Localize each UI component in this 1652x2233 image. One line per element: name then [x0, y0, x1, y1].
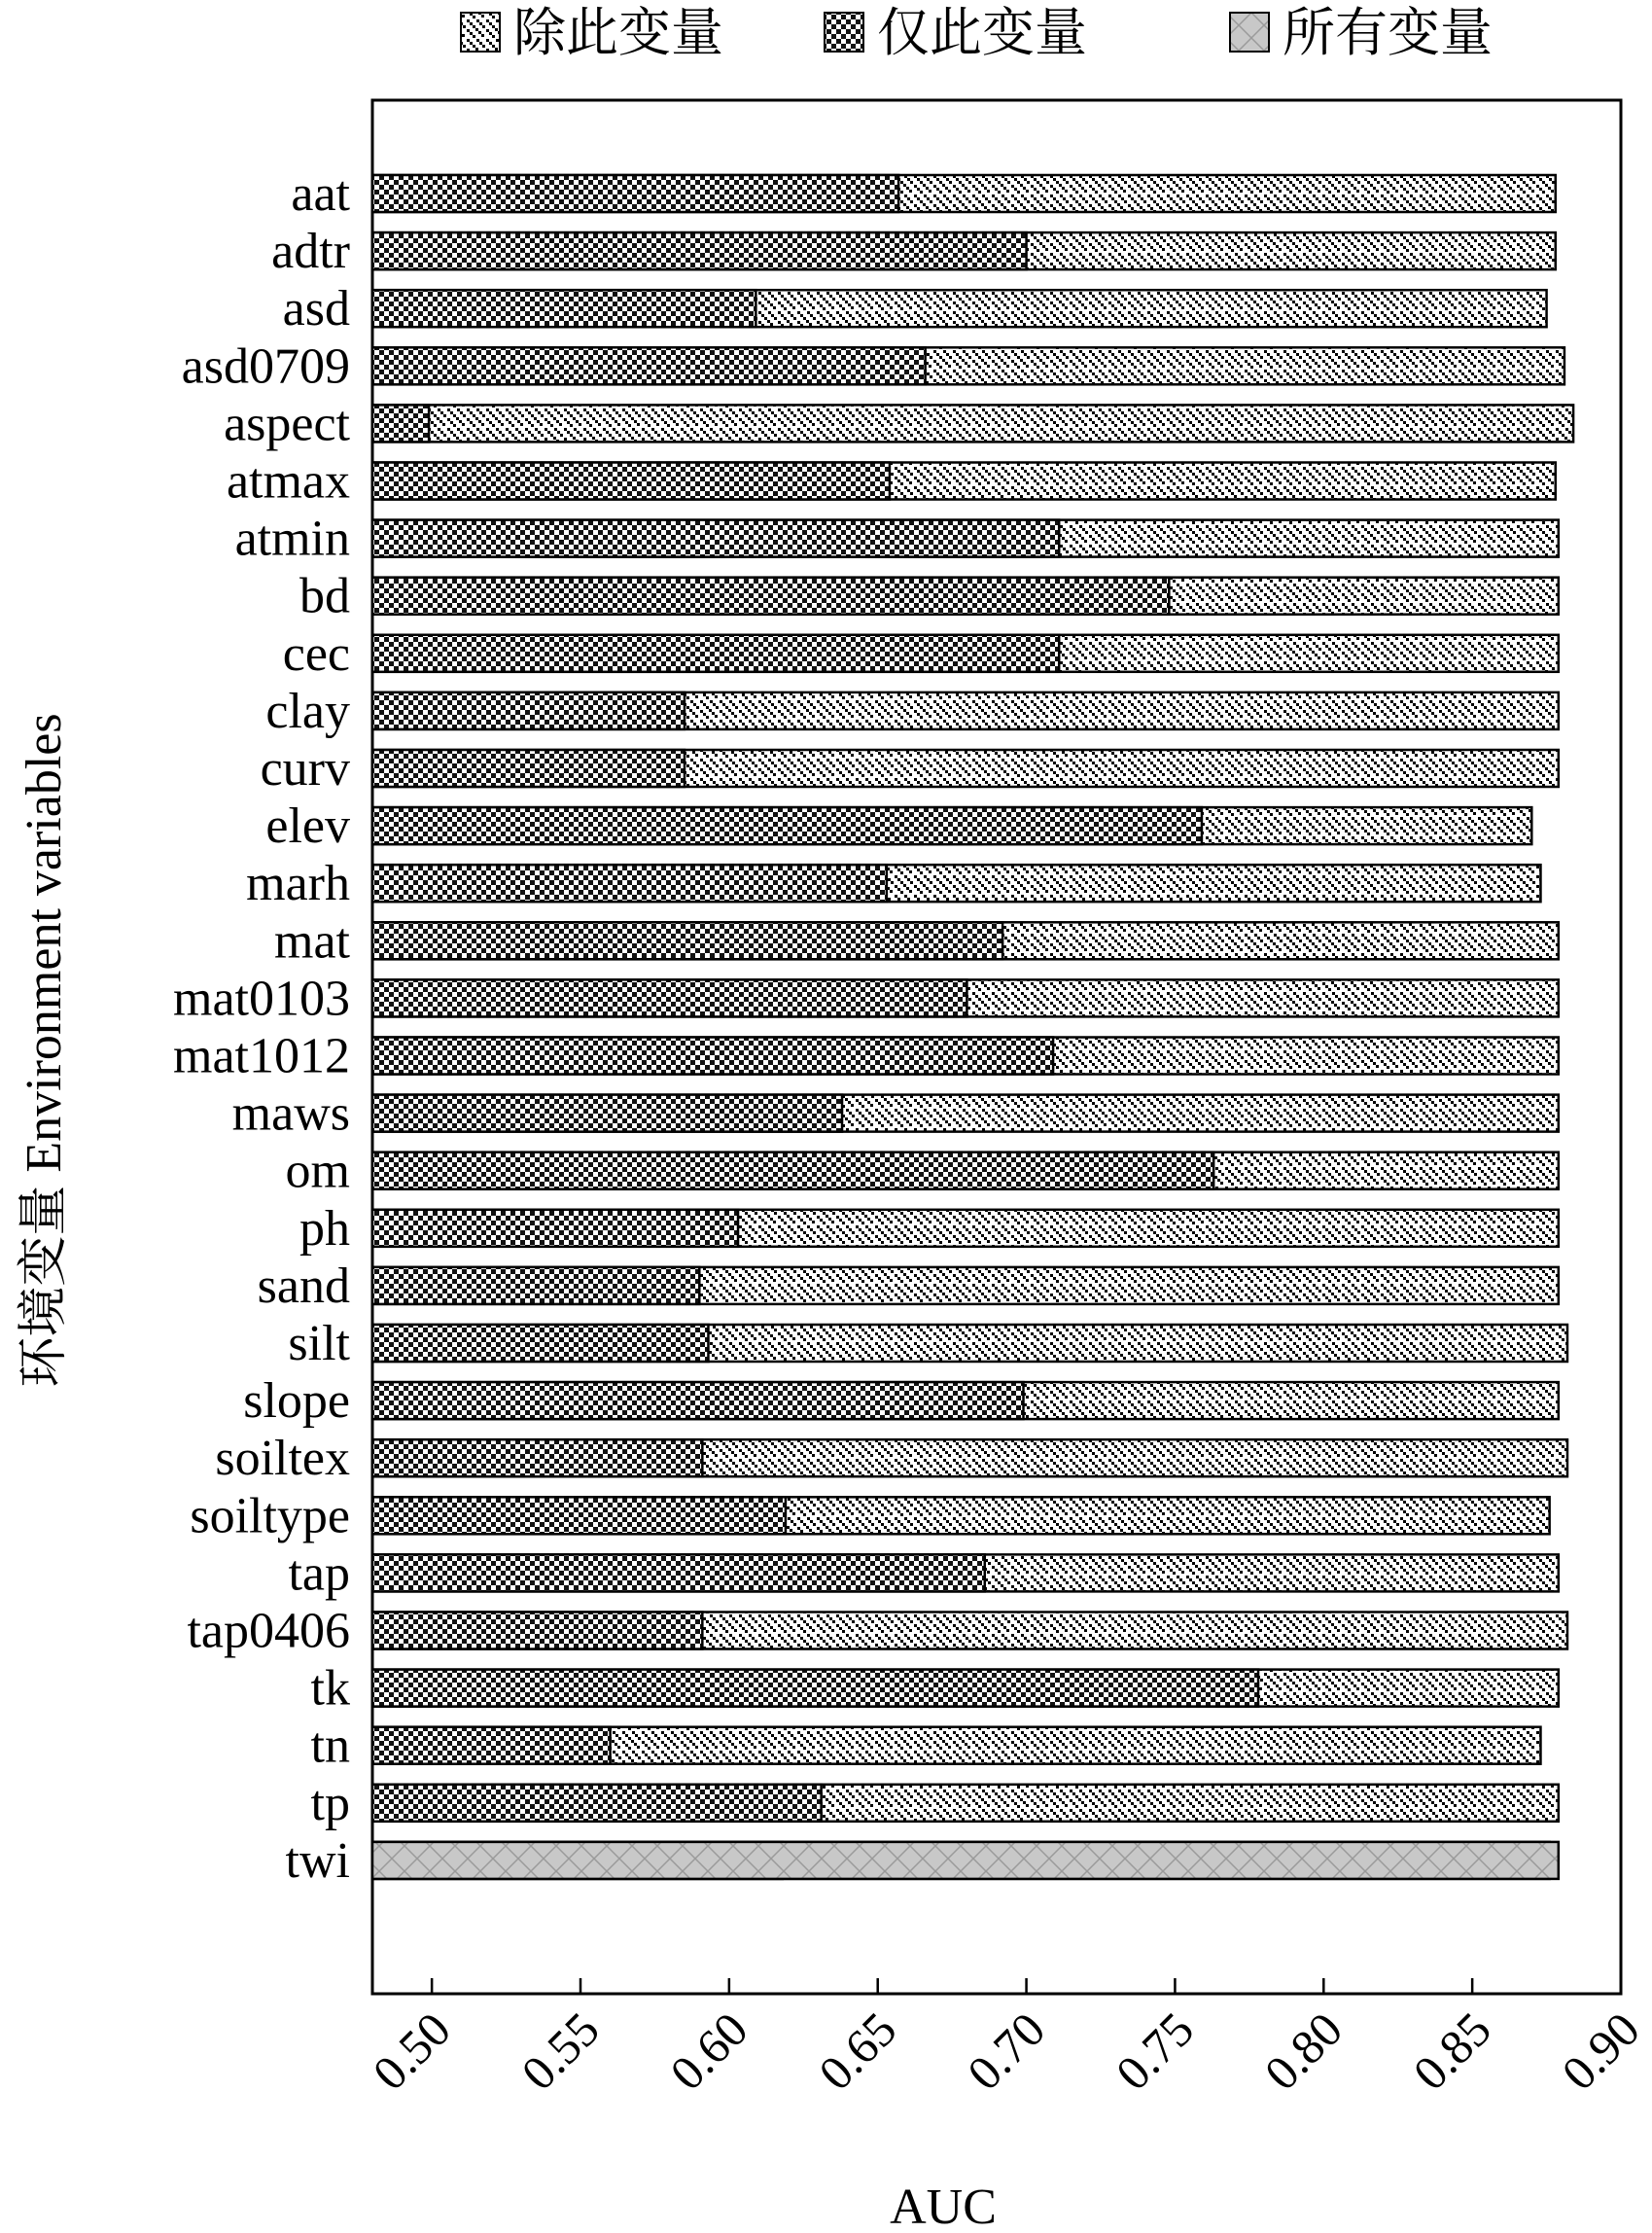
bar-only-curv [372, 750, 685, 787]
legend-swatch-exclude [461, 13, 500, 52]
bar-only-mat0103 [372, 979, 967, 1016]
bar-only-elev [372, 807, 1202, 844]
x-tick-label: 0.85 [1402, 2002, 1501, 2101]
category-label-tk: tk [310, 1660, 350, 1717]
category-label-adtr: adtr [271, 224, 350, 280]
category-label-clay: clay [265, 683, 350, 739]
x-axis-title: AUC [890, 2180, 997, 2233]
category-label-sand: sand [257, 1258, 350, 1314]
bar-only-silt [372, 1325, 708, 1362]
category-label-tap0406: tap0406 [187, 1603, 350, 1659]
legend-item-exclude [461, 4, 723, 62]
bar-only-atmax [372, 463, 890, 500]
category-label-marh: marh [246, 856, 350, 912]
category-label-mat: mat [274, 913, 350, 970]
bars-layer [372, 175, 1573, 1879]
legend-swatch-only [825, 13, 863, 52]
x-tick-label: 0.60 [659, 2002, 758, 2101]
bar-only-sand [372, 1267, 699, 1304]
category-label-silt: silt [288, 1316, 350, 1371]
bar-only-mat1012 [372, 1038, 1053, 1075]
category-label-mat0103: mat0103 [173, 971, 350, 1027]
bar-exclude-aspect [372, 405, 1573, 442]
legend [461, 4, 1493, 62]
bar-only-tk [372, 1670, 1258, 1707]
category-label-aspect: aspect [224, 396, 350, 452]
bar-only-atmin [372, 520, 1059, 557]
bar-only-slope [372, 1382, 1024, 1419]
bar-only-aat [372, 175, 898, 212]
bar-only-marh [372, 865, 887, 902]
bar-only-tn [372, 1727, 611, 1764]
category-label-tp: tp [310, 1775, 350, 1831]
bar-only-cec [372, 635, 1059, 672]
bar-only-clay [372, 692, 685, 729]
legend-label-only: 仅此变量 [877, 4, 1087, 62]
category-label-om: om [285, 1143, 350, 1199]
category-label-atmax: atmax [226, 453, 350, 510]
legend-label-all: 所有变量 [1283, 4, 1493, 62]
x-tick-label: 0.75 [1105, 2002, 1205, 2101]
legend-swatch-all [1230, 13, 1269, 52]
category-label-twi: twi [285, 1832, 350, 1889]
bar-only-om [372, 1152, 1213, 1189]
bar-only-soiltex [372, 1439, 702, 1476]
x-tick-label: 0.70 [956, 2002, 1056, 2101]
legend-item-all [1230, 4, 1493, 62]
x-axis-ticks [362, 1978, 1649, 2101]
category-label-tap: tap [288, 1545, 350, 1602]
category-label-asd0709: asd0709 [181, 338, 350, 395]
category-label-mat1012: mat1012 [173, 1028, 350, 1084]
category-label-soiltype: soiltype [190, 1488, 350, 1544]
category-label-atmin: atmin [234, 511, 350, 567]
bar-only-ph [372, 1210, 738, 1247]
x-tick-label: 0.55 [510, 2002, 610, 2101]
category-label-ph: ph [299, 1200, 350, 1257]
bar-only-mat [372, 922, 1002, 959]
y-axis-title: 环境变量 Environment variables [17, 713, 72, 1388]
bar-only-aspect [372, 405, 429, 442]
x-tick-label: 0.90 [1551, 2002, 1650, 2101]
x-tick-label: 0.80 [1253, 2002, 1353, 2101]
category-label-soiltex: soiltex [215, 1431, 350, 1487]
category-label-asd: asd [282, 281, 350, 337]
category-label-aat: aat [291, 166, 350, 222]
category-label-cec: cec [282, 625, 350, 682]
category-labels [173, 166, 351, 1889]
x-tick-label: 0.50 [362, 2002, 461, 2101]
category-label-maws: maws [231, 1085, 350, 1142]
bar-only-bd [372, 578, 1169, 615]
bar-only-asd0709 [372, 347, 926, 384]
bar-only-tap [372, 1554, 985, 1591]
bar-all-twi [372, 1842, 1559, 1879]
bar-only-tp [372, 1785, 822, 1822]
category-label-curv: curv [260, 741, 350, 797]
legend-item-only [825, 4, 1087, 62]
category-label-bd: bd [299, 568, 350, 624]
bar-only-asd [372, 290, 756, 327]
category-label-slope: slope [243, 1373, 350, 1430]
bar-only-maws [372, 1095, 842, 1132]
category-label-tn: tn [310, 1718, 350, 1774]
legend-label-exclude: 除此变量 [513, 4, 723, 62]
x-tick-label: 0.65 [808, 2002, 907, 2101]
bar-only-soiltype [372, 1497, 786, 1534]
category-label-elev: elev [265, 798, 350, 855]
bar-only-tap0406 [372, 1613, 702, 1649]
bar-only-adtr [372, 232, 1027, 269]
